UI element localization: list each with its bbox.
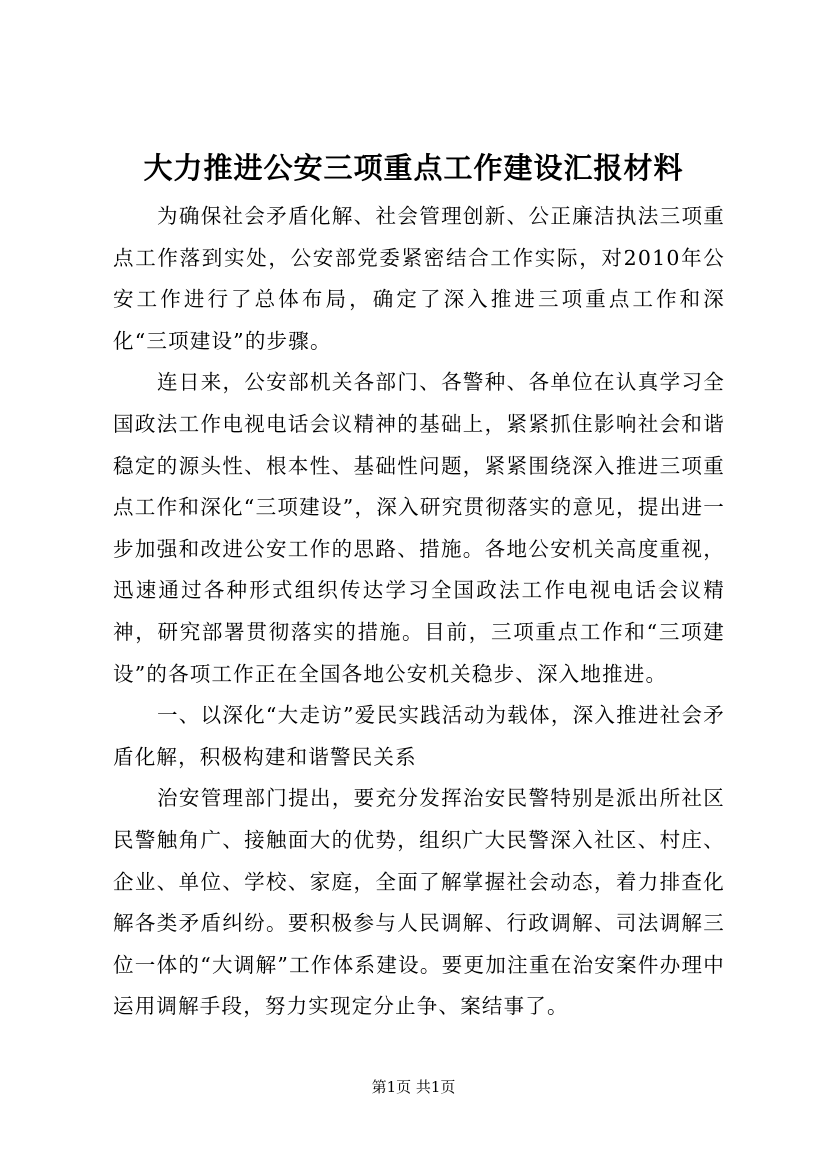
page-footer: 第1页 共1页 (371, 1078, 456, 1096)
section-heading-1: 一、以深化“大走访”爱民实践活动为载体，深入推进社会矛盾化解，积极构建和谐警民关系 (113, 703, 725, 769)
paragraph-public-security: 治安管理部门提出，要充分发挥治安民警特别是派出所社区民警触角广、接触面大的优势，组织广大民警深入社区、村庄、企业、单位、学校、家庭，全面了解掌握社会动态，着力排查化解各类矛盾纠纷。要积极参与人民调解、行政调解、司法调解三位一体的“大调解”工作体系建设。要更加注重在治安案件办理中运用调解手段，努力实现定分止争、案结事了。 (113, 786, 725, 1019)
document-title: 大力推进公安三项重点工作建设汇报材料 (143, 151, 684, 185)
paragraph-intro: 为确保社会矛盾化解、社会管理创新、公正廉洁执法三项重点工作落到实处，公安部党委紧密结合工作实际，对2010年公安工作进行了总体布局，确定了深入推进三项重点工作和深化“三项建设”的步骤。 (113, 204, 725, 353)
paragraph-progress: 连日来，公安部机关各部门、各警种、各单位在认真学习全国政法工作电视电话会议精神的基础上，紧紧抓住影响社会和谐稳定的源头性、根本性、基础性问题，紧紧围绕深入推进三项重点工作和深化“三项建设”，深入研究贯彻落实的意见，提出进一步加强和改进公安工作的思路、措施。各地公安机关高度重视，迅速通过各种形式组织传达学习全国政法工作电视电话会议精神，研究部署贯彻落实的措施。目前，三项重点工作和“三项建设”的各项工作正在全国各地公安机关稳步、深入地推进。 (113, 370, 725, 686)
document-body (113, 196, 725, 1028)
